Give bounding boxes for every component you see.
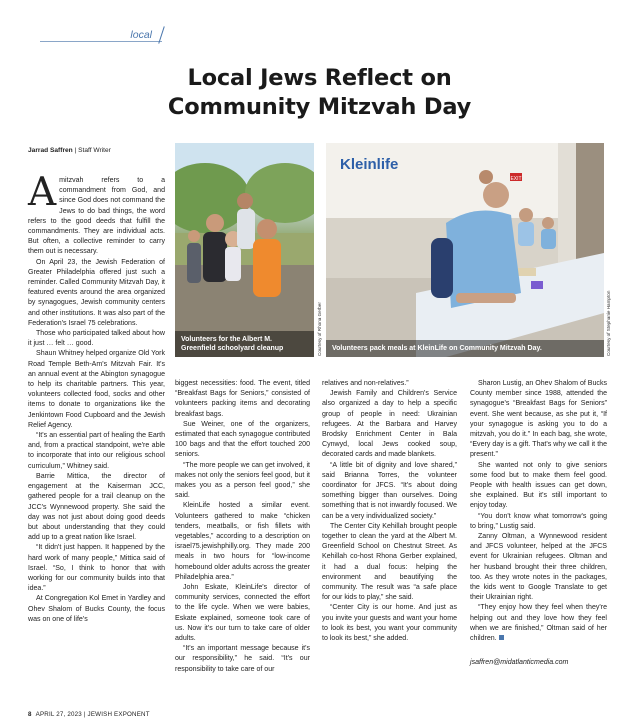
section-tag — [40, 28, 162, 42]
photo-volunteers-illustration — [175, 143, 314, 357]
author-email[interactable]: jsaffren@midatlanticmedia.com — [470, 659, 569, 667]
end-mark-icon — [499, 635, 504, 640]
paragraph: “You don't know what tomorrow's going to bring,” Lustig said. — [470, 512, 607, 530]
paragraph: She wanted not only to give seniors some food but to make them feel good. People with health issues can get down, she explained. But it's still important to enjoy today. — [470, 461, 607, 510]
paragraph: Barrie Mittica, the director of engagement at the Kaiserman JCC, gathered people for a trail cleanup on the JCC's Wynnewood property. She said the day was not just about doing good deeds but about understanding that they could add up to a great nation like Israel. — [28, 472, 165, 542]
photo-credit: Courtesy of Rhona Gerber — [317, 302, 322, 356]
paragraph — [470, 603, 607, 644]
article-column-1 — [28, 170, 165, 625]
paragraph: “A little bit of dignity and love shared,” said Brianna Torres, the volunteer coordinator for JFCS. “It's about doing something bigger than ourselves. Doing something that is not inwardly focused. We can be a very individualized society.” — [322, 461, 457, 520]
paragraph: Sue Weiner, one of the organizers, estimated that each synagogue contributed 100 bags and that the effort touched 200 seniors. — [175, 420, 310, 459]
paragraph: “The more people we can get involved, it makes not only the seniors feel good, but it makes you as a person feel good,” she said. — [175, 461, 310, 500]
footer-info: APRIL 27, 2023 | JEWISH EXPONENT — [35, 711, 150, 718]
paragraph: Sharon Lustig, an Ohev Shalom of Bucks County member since 1988, attended the synagogue's “Breakfast Bags for Seniors” event. She went because, as she put it, “If your synagogue is asking you to do a mitzvah, you do it.” In each bag, she wrote, “Every day is a gift. That's why we call it the present.” — [470, 380, 607, 459]
headline-line1: Local Jews Reflect on — [187, 65, 452, 91]
drop-cap: A — [28, 170, 57, 215]
section-rule — [40, 41, 162, 42]
byline — [28, 147, 111, 154]
headline-line2: Community Mitzvah Day — [167, 94, 472, 120]
paragraph: “It's an essential part of healing the Earth and, from a practical standpoint, we're able to incorporate that into our religious school curriculum,” Whitney said. — [28, 432, 165, 470]
paragraph — [28, 170, 165, 258]
paragraph: On April 23, the Jewish Federation of Greater Philadelphia offered just such a reminder. Called Community Mitzvah Day, it featured events around the area organized by synagogues, Jewish community centers and other institutions. It was also part of the Federation's Israel 75 celebrations. — [28, 258, 165, 327]
paragraph: “It didn't just happen. It happened by the hard work of many people,” Mittica said of Israel. “So, I think to honor that with working for our community builds into that idea.” — [28, 544, 165, 593]
kleinlife-sign-text: Kleinlife — [340, 156, 399, 173]
byline-role: | Staff Writer — [72, 147, 111, 154]
paragraph: “Center City is our home. And just as you invite your guests and want your home to look its best, you want your community to look its best,” she added. — [322, 604, 457, 643]
photo-caption: Volunteers for the Albert M. Greenfield schoolyard cleanup — [175, 331, 314, 357]
article-column-4 — [470, 379, 607, 668]
photo-meal-packing-illustration — [326, 143, 604, 357]
paragraph: The Center City Kehillah brought people together to clean the yard at the Albert M. Greenfield School on Chestnut Street. As Kehillah co-host Rhona Gerber explained, it had a dual focus: helping the environment and beautifying the community. The result was “a safe place for our kids to play,” she said. — [322, 522, 457, 602]
article-column-2 — [175, 379, 310, 675]
paragraph: relatives and non-relatives.” — [322, 380, 409, 387]
photo-credit: Courtesy of Stephanie Hampton — [606, 290, 611, 356]
article-column-3 — [322, 379, 457, 644]
paragraph-text: mitzvah refers to a commandment from God, and since God does not command the Jews to do bad things, the word refers to the good deeds that fulfill the commandments. They are individual acts. But often, a collective reminder to carry them out is necessary. — [28, 177, 165, 256]
paragraph: At Congregation Kol Emet in Yardley and Ohev Shalom of Bucks County, the focus was on one of life's — [28, 595, 165, 623]
paragraph: biggest necessities: food. The event, titled “Breakfast Bags for Seniors,” consisted of volunteers packing items and decorating breakfast bags. — [175, 380, 310, 418]
exit-sign-text: EXIT — [510, 176, 522, 182]
paragraph: Jewish Family and Children's Service also organized a day to help a specific group of people in need: Ukrainian refugees. At the Barbara and Harvey Brodsky Enrichment Center in Bala Cynwyd, local Jews cooked soup, decorated cards and made blankets. — [322, 390, 457, 459]
photo-schoolyard-cleanup — [175, 143, 314, 357]
paragraph: Those who participated talked about how it just … felt … good. — [28, 330, 165, 348]
section-label: local — [130, 29, 152, 41]
paragraph: “It's an important message because it's our responsibility,” he said. “It's our responsibility to take care of our — [175, 645, 310, 673]
page-number: 8 — [28, 711, 32, 718]
paragraph: Zanny Oltman, a Wynnewood resident and JFCS volunteer, helped at the JFCS event for Ukrainian refugees. Oltman and her husband brought their three children, too. As they wrote notes in the packages, the kids went to Google Translate to get their Ukrainian right. — [470, 533, 607, 602]
paragraph: KleinLife hosted a similar event. Volunteers gathered to make “chicken tenders, meatballs, or fish fillets with vegetables,” according to a description on israel75.jewishphilly.org. They made 200 meals in two hours for “low-income homebound older adults across the greater Philadelphia area.” — [175, 502, 310, 581]
photo-kleinlife-meals — [326, 143, 604, 357]
byline-author: Jarrad Saffren — [28, 147, 73, 154]
paragraph: John Eskate, KleinLife's director of community services, connected the effort to the life cycle. When we were babies, Eskate explained, someone took care of us. Now it's our turn to take care of older adults. — [175, 584, 310, 643]
paragraph: Shaun Whitney helped organize Old York Road Temple Beth-Am's Mitzvah Fair. It's an annual event at the Abington synagogue to help its charitable partners. This year, volunteers collected food, socks and other items to donate to organizations like the Jenkintown Food Cupboard and the Jewish Relief Agency. — [28, 350, 165, 429]
page-footer — [28, 711, 150, 718]
photo-caption: Volunteers pack meals at KleinLife on Community Mitzvah Day. — [326, 340, 604, 357]
paragraph-text: “They enjoy how they feel when they're helping out and they love how they feel when we are finished,” Oltman said of her children. — [470, 604, 607, 643]
headline — [0, 64, 639, 122]
